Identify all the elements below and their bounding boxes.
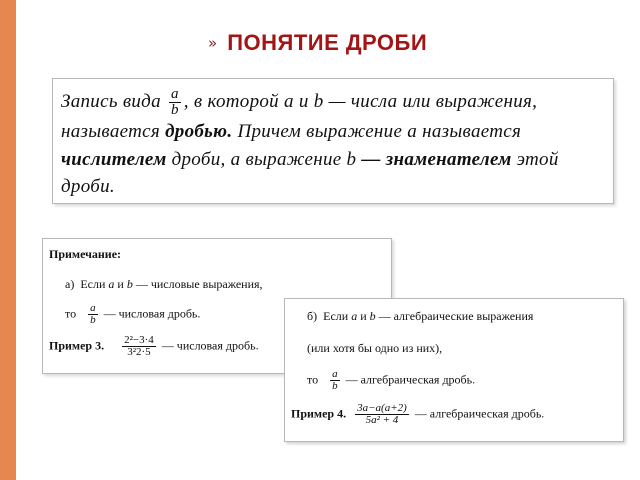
fraction-denominator: b <box>170 102 179 118</box>
term-denominator: — знаменателем <box>361 149 512 170</box>
note-text: — алгебраические выражения <box>378 309 534 323</box>
variable-a: a <box>108 277 115 291</box>
note-text: то <box>307 372 319 387</box>
case-label: б) <box>307 309 318 323</box>
note-case-a <box>65 277 263 292</box>
fraction-numerator: a <box>170 86 179 102</box>
example-label: Пример 4. <box>291 406 347 421</box>
term-fraction: дробью. <box>165 121 233 142</box>
note-text: и <box>360 309 367 323</box>
fraction-numerator: a <box>90 302 96 314</box>
example-3-fraction <box>122 335 156 358</box>
note-text: — алгебраическая дробь. <box>345 372 476 387</box>
definition-line-4 <box>61 176 115 198</box>
note-text: — алгебраическая дробь. <box>414 406 545 421</box>
fraction-numerator: a <box>332 368 338 380</box>
definition-text: называется <box>61 121 160 142</box>
fraction-denominator: b <box>90 314 96 326</box>
case-b-then-line <box>307 369 475 392</box>
definition-text: и <box>298 90 309 112</box>
note-text: — числовая дробь. <box>103 306 201 321</box>
example-label: Пример 3. <box>49 338 105 353</box>
fraction-denominator: 3²2·5 <box>127 346 151 358</box>
variable-b: b <box>313 90 324 112</box>
definition-text: Запись вида <box>61 90 161 112</box>
definition-box <box>52 78 614 204</box>
variable-a: a <box>284 90 294 112</box>
fraction-denominator: b <box>332 380 338 392</box>
variable-b: b <box>369 309 376 323</box>
case-b-line-2: (или хотя бы одно из них), <box>307 341 443 355</box>
left-accent-stripe <box>0 0 16 480</box>
definition-line-3 <box>61 149 559 171</box>
title-bullet: » <box>208 34 218 52</box>
fraction-denominator: 5a² + 4 <box>365 414 399 426</box>
definition-text: дроби. <box>61 176 115 197</box>
variable-a: a <box>351 309 358 323</box>
note-text: — числовые выражения, <box>135 277 263 291</box>
case-b-line-1 <box>307 309 533 324</box>
definition-text: Причем выражение <box>237 121 403 142</box>
title-bar <box>208 30 427 56</box>
variable-b: b <box>346 149 357 170</box>
term-numerator: числителем <box>61 149 167 170</box>
note-text: — числовая дробь. <box>161 338 259 353</box>
definition-text: , в которой <box>183 90 279 112</box>
example-3 <box>49 335 259 358</box>
variable-a: a <box>407 121 418 142</box>
example-4 <box>291 403 544 426</box>
note-heading: Примечание: <box>49 247 122 261</box>
note-text: Если <box>323 309 349 323</box>
example-4-fraction <box>355 403 409 426</box>
case-label: а) <box>65 277 75 291</box>
definition-fraction <box>169 87 181 118</box>
definition-line-2 <box>61 121 521 143</box>
case-b-fraction <box>330 369 340 392</box>
note-text: Если <box>80 277 106 291</box>
definition-text: дроби, а выражение <box>171 149 342 170</box>
definition-text: — числа или выражения, <box>328 90 538 112</box>
fraction-numerator: 2²−3·4 <box>124 334 154 346</box>
definition-text: называется <box>422 121 522 142</box>
variable-b: b <box>126 277 133 291</box>
definition-line-1 <box>61 87 537 118</box>
note-fraction <box>88 303 98 326</box>
page-title: ПОНЯТИЕ ДРОБИ <box>227 30 428 55</box>
fraction-numerator: 3a−a(a+2) <box>357 402 407 414</box>
note-text: то <box>65 306 77 321</box>
definition-text: этой <box>516 149 559 170</box>
note-text: и <box>117 277 124 291</box>
case-b-box <box>284 298 624 442</box>
note-then-line <box>65 303 200 326</box>
